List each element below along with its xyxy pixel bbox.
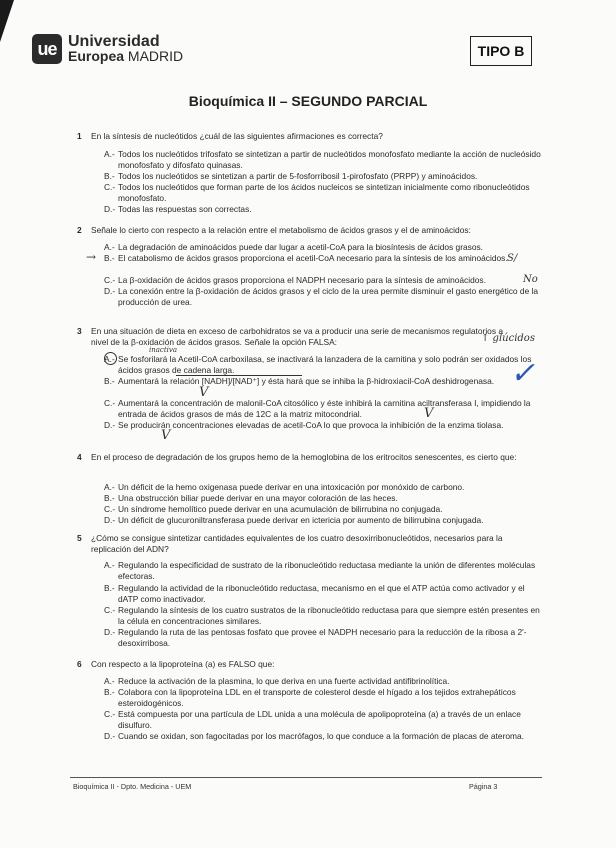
- logo-line-2-bold: Europea: [68, 48, 125, 64]
- exam-page: ue Universidad Europea MADRID TIPO B Bioquímica II – SEGUNDO PARCIAL 1 En la síntesis de nucleótidos ¿cuál de las siguientes afirmaciones es correcta? A.- Todos los nucleótidos trifosfato se sintetizan a partir de nucleótidos monofosfato mediante la acción de nucleósido monofosfato y difosfato quinasas. B.- Todos los nucleótidos se sintetizan a partir de 5-fosforribosil 1-pirofosfato (PRPP) y aminoácidos. C.- Todos los nucleótidos que forman parte de los ácidos nucleicos se sintetizan inicialmente como ribonucleótidos monofosfato. D.- Todas las respuestas son correctas. 2 Señale lo cierto con respecto a la relación entre el metabolismo de ácidos grasos y el de aminoácidos: A.- La degradación de aminoácidos puede dar lugar a acetil-CoA para la biosíntesis de ácidos grasos. B.- El catabolismo de ácidos grasos proporciona el acetil-CoA necesario para la síntesis de los aminoácidos. C.- La β-oxidación de ácidos grasos proporciona el NADPH necesario para la síntesis de aminoácidos. D.- La conexión entre la β-oxidación de ácidos grasos y el ciclo de la urea permite disminuir el gasto energético de la producción de urea. → S/ No 3 En una situación de dieta en exceso de carbohidratos se va a producir una serie de mecanismos regulatorios a nivel de la β-oxidación de ácidos grasos. Señale la opción FALSA: A.- Se fosforilará la Acetil-CoA carboxilasa, se inactivará la lanzadera de la carnitina y solo podrán ser oxidados los ácidos grasos de cadena larga. B.- Aumentará la relación [NADH]/[NAD⁺] y ésta hará que se inhiba la β-hidroxiacil-CoA deshidrogenasa. C.- Aumentará la concentración de malonil-CoA citosólico y éste inhibirá la carnitina aciltransferasa I, impidiendo la entrada de ácidos grasos de más de 12C a la matriz mitocondrial. D.- Se producirán concentraciones elevadas de acetil-CoA lo que provoca la inhibición de la enzima tiolasa. ↑ glúcidos inactiva ✓ V V V 4 En el proceso de degradación de los grupos hemo de la hemoglobina de los eritrocitos senescentes, es cierto que: A.- Un déficit de la hemo oxigenasa puede derivar en una intoxicación por monóxido de carbono. B.- Una obstrucción biliar puede derivar en una mayor coloración de las heces. C.- Un síndrome hemolítico puede derivar en una acumulación de bilirrubina no conjugada. D.- Un déficit de glucuroniltransferasa puede derivar en ictericia por aumento de bilirrubina conjugada. 5 ¿Cómo se consigue sintetizar cantidades equivalentes de los cuatro desoxirribonucleótidos, necesarios para la replicación del ADN? A.- Regulando la especificidad de sustrato de la ribonucleótido reductasa mediante la unión de diferentes moléculas efectoras. B.- Regulando la actividad de la ribonucleótido reductasa, mecanismo en el que el ATP actúa como activador y el dATP como inactivador. C.- Regulando la síntesis de los cuatro sustratos de la ribonucleótido reductasa para que siempre estén presentes en la célula en concentraciones similares. D.- Regulando la ruta de las pentosas fosfato que provee el NADPH necesario para la reducción de la ribosa a 2'-desoxirribosa. 6 Con respecto a la lipoproteína (a) es FALSO que: A.- Reduce la activación de la plasmina, lo que deriva en una fuerte actividad antifibrinolítica. B.- Colabora con la lipoproteína LDL en el transporte de colesterol desde el hígado a los tejidos extrahepáticos esteroidogénicos. C.- Está compuesta por una partícula de LDL unida a una molécula de apolipoproteína (a) a través de un enlace disulfuro. D.- Cuando se oxidan, son fagocitadas por los macrófagos, lo que conduce a la formación de placas de ateroma. Bioquímica II - Dpto. Medicina - UEM Página 3: [0, 0, 616, 848]
- logo-badge: ue: [32, 34, 62, 64]
- question-text: Con respecto a la lipoproteína (a) es FALSO que:: [91, 659, 275, 669]
- question-text: En una situación de dieta en exceso de carbohidratos se va a producir una serie de mecanismos regulatorios a nivel de la β-oxidación de ácidos grasos. Señale la opción FALSA:: [91, 326, 504, 347]
- logo-line-1: Universidad: [68, 33, 160, 50]
- handwritten-mark: V: [161, 428, 171, 443]
- exam-type-box: TIPO B: [470, 36, 532, 66]
- footer-page-number: Página 3: [469, 782, 498, 791]
- handwritten-mark: V: [424, 406, 434, 421]
- page-title: Bioquímica II – SEGUNDO PARCIAL: [188, 93, 428, 109]
- question-number: 3: [77, 326, 82, 336]
- scan-corner: [0, 0, 14, 42]
- handwritten-underline: [176, 375, 302, 376]
- question-number: 2: [77, 225, 82, 235]
- arrow-annotation: →: [86, 250, 97, 264]
- question-text: En la síntesis de nucleótidos ¿cuál de las siguientes afirmaciones es correcta?: [91, 131, 383, 141]
- handwritten-note: inactiva: [149, 346, 178, 354]
- handwritten-mark: No: [523, 274, 538, 285]
- question-text: Señale lo cierto con respecto a la relación entre el metabolismo de ácidos grasos y el de aminoácidos:: [91, 225, 471, 235]
- handwritten-note: ↑ glúcidos: [481, 333, 535, 344]
- footer-divider: [70, 777, 542, 778]
- question-number: 5: [77, 533, 82, 543]
- question-number: 6: [77, 659, 82, 669]
- footer-course: Bioquímica II - Dpto. Medicina - UEM: [73, 782, 192, 791]
- handwritten-mark: S/: [507, 253, 518, 264]
- check-mark-icon: ✓: [510, 356, 536, 391]
- answer-circle: [104, 352, 117, 365]
- question-number: 1: [77, 131, 82, 141]
- question-number: 4: [77, 452, 82, 462]
- handwritten-mark: V: [199, 385, 209, 400]
- question-text: En el proceso de degradación de los grupos hemo de la hemoglobina de los eritrocitos senescentes, es cierto que:: [91, 452, 517, 462]
- university-logo: [32, 34, 183, 64]
- logo-line-2-rest: MADRID: [124, 48, 184, 64]
- question-text: ¿Cómo se consigue sintetizar cantidades equivalentes de los cuatro desoxirribonucleótidos, necesarios para la replicación del ADN?: [91, 533, 503, 554]
